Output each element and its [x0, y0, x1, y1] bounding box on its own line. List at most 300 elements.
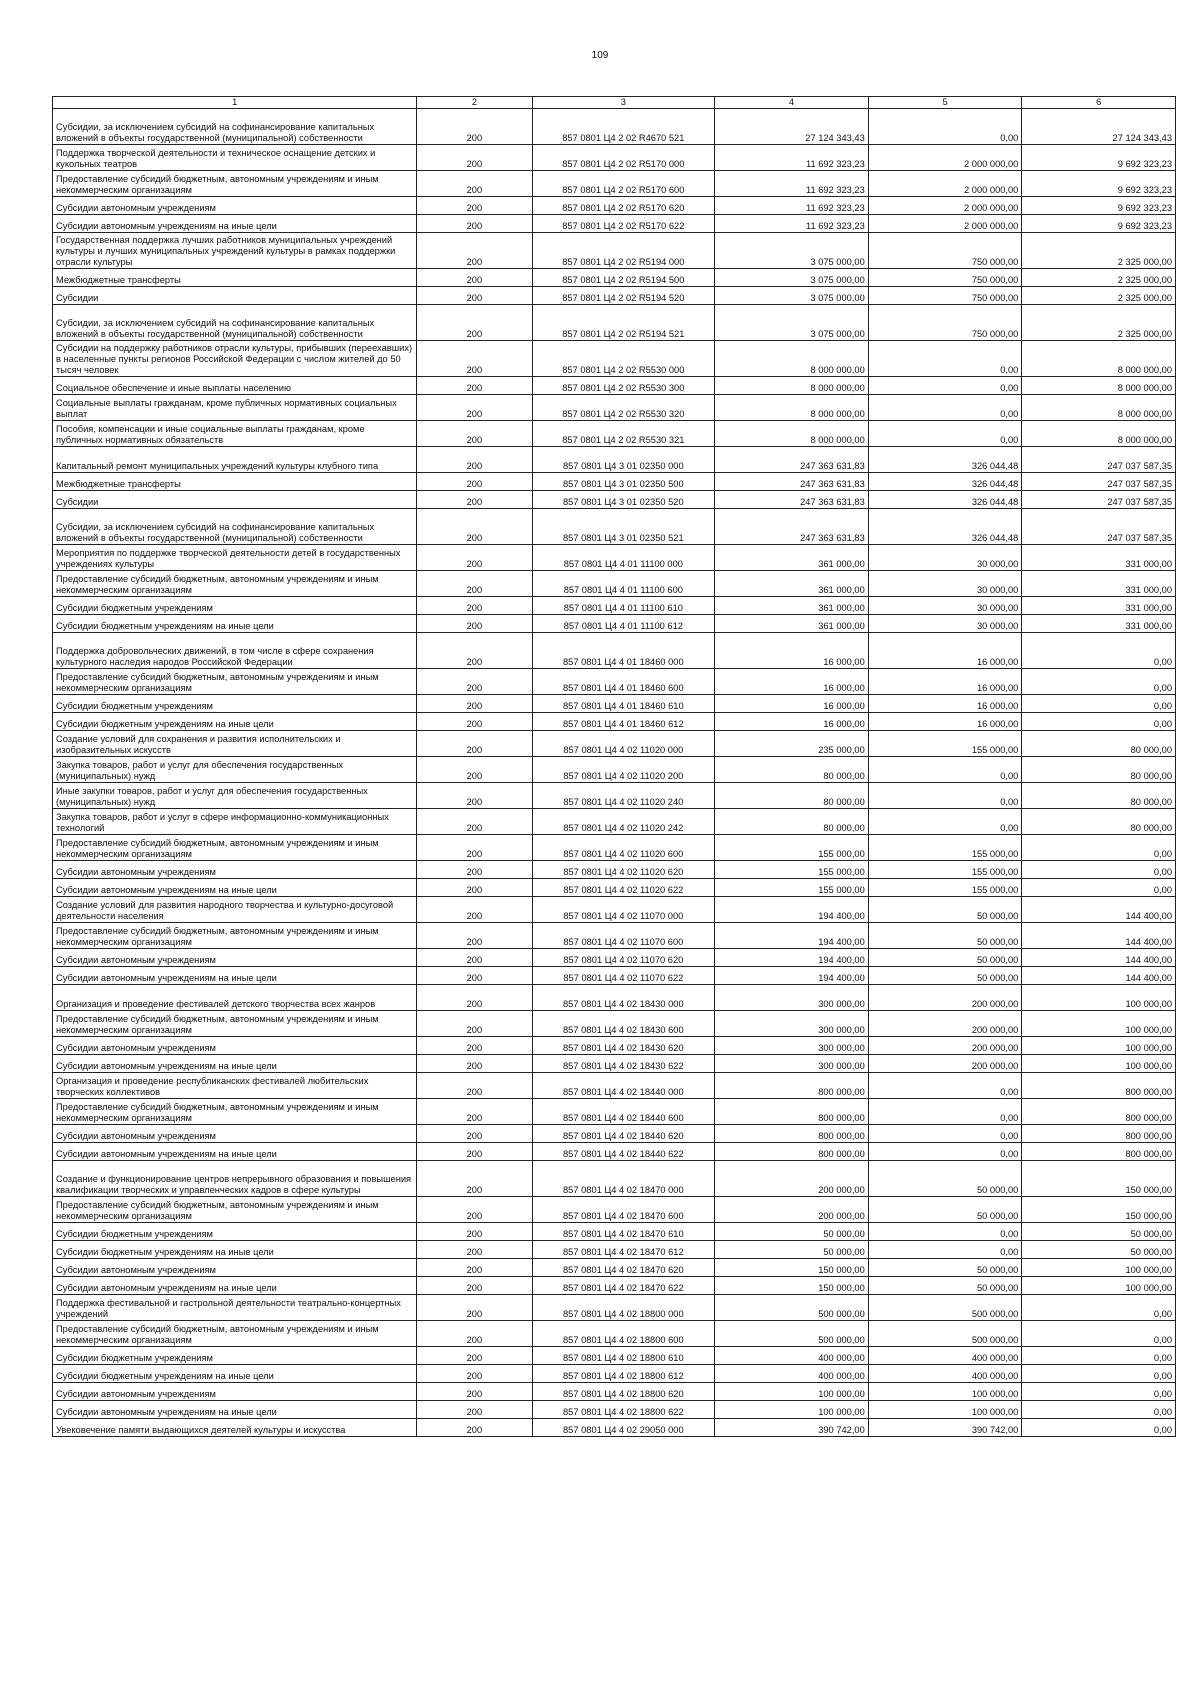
table-row	[53, 341, 1176, 377]
table-row	[53, 545, 1176, 571]
row-code: 200	[417, 545, 532, 571]
row-plan-amount: 400 000,00	[715, 1347, 869, 1365]
table-row	[53, 215, 1176, 233]
table-row	[53, 879, 1176, 897]
row-result-amount: 8 000 000,00	[1022, 421, 1176, 447]
table-row	[53, 269, 1176, 287]
row-change-amount: 326 044,48	[868, 473, 1022, 491]
row-result-amount: 8 000 000,00	[1022, 395, 1176, 421]
row-name: Предоставление субсидий бюджетным, автономным учреждениям и иным некоммерческим организациям	[53, 669, 417, 695]
row-change-amount: 500 000,00	[868, 1295, 1022, 1321]
row-name: Иные закупки товаров, работ и услуг для обеспечения государственных (муниципальных) нужд	[53, 783, 417, 809]
row-plan-amount: 300 000,00	[715, 1055, 869, 1073]
row-result-amount: 0,00	[1022, 1295, 1176, 1321]
row-result-amount: 247 037 587,35	[1022, 509, 1176, 545]
table-row	[53, 713, 1176, 731]
row-result-amount: 144 400,00	[1022, 923, 1176, 949]
table-row	[53, 633, 1176, 669]
row-result-amount: 0,00	[1022, 1401, 1176, 1419]
row-change-amount: 200 000,00	[868, 1037, 1022, 1055]
row-code: 200	[417, 923, 532, 949]
row-code: 200	[417, 949, 532, 967]
row-name: Предоставление субсидий бюджетным, автономным учреждениям и иным некоммерческим организациям	[53, 923, 417, 949]
table-row	[53, 1125, 1176, 1143]
row-code: 200	[417, 597, 532, 615]
table-row	[53, 473, 1176, 491]
row-result-amount: 100 000,00	[1022, 1037, 1176, 1055]
row-code: 200	[417, 473, 532, 491]
table-row	[53, 377, 1176, 395]
row-plan-amount: 800 000,00	[715, 1125, 869, 1143]
row-result-amount: 0,00	[1022, 861, 1176, 879]
row-result-amount: 80 000,00	[1022, 809, 1176, 835]
row-plan-amount: 194 400,00	[715, 897, 869, 923]
row-code: 200	[417, 633, 532, 669]
row-code: 200	[417, 1161, 532, 1197]
row-name: Государственная поддержка лучших работников муниципальных учреждений культуры и лучших муниципальных учреждений культуры в рамках поддержки отрасли культуры	[53, 233, 417, 269]
row-result-amount: 0,00	[1022, 1419, 1176, 1437]
table-body	[53, 109, 1176, 1437]
row-result-amount: 100 000,00	[1022, 1011, 1176, 1037]
row-name: Предоставление субсидий бюджетным, автономным учреждениям и иным некоммерческим организациям	[53, 1321, 417, 1347]
row-change-amount: 326 044,48	[868, 447, 1022, 473]
row-result-amount: 2 325 000,00	[1022, 269, 1176, 287]
page-number: 109	[591, 50, 609, 61]
row-classification-code: 857 0801 Ц4 4 02 18430 000	[532, 985, 715, 1011]
row-classification-code: 857 0801 Ц4 4 02 11020 622	[532, 879, 715, 897]
row-change-amount: 155 000,00	[868, 835, 1022, 861]
row-plan-amount: 100 000,00	[715, 1383, 869, 1401]
table-row	[53, 171, 1176, 197]
table-row	[53, 571, 1176, 597]
row-name: Субсидии, за исключением субсидий на софинансирование капитальных вложений в объекты государственной (муниципальной) собственности	[53, 509, 417, 545]
row-result-amount: 2 325 000,00	[1022, 305, 1176, 341]
row-classification-code: 857 0801 Ц4 2 02 R5170 622	[532, 215, 715, 233]
row-change-amount: 2 000 000,00	[868, 197, 1022, 215]
row-change-amount: 0,00	[868, 809, 1022, 835]
row-change-amount: 30 000,00	[868, 545, 1022, 571]
row-classification-code: 857 0801 Ц4 4 02 18470 600	[532, 1197, 715, 1223]
row-name: Пособия, компенсации и иные социальные выплаты гражданам, кроме публичных нормативных обязательств	[53, 421, 417, 447]
row-plan-amount: 300 000,00	[715, 1011, 869, 1037]
row-name: Социальное обеспечение и иные выплаты населению	[53, 377, 417, 395]
row-result-amount: 247 037 587,35	[1022, 491, 1176, 509]
row-change-amount: 200 000,00	[868, 985, 1022, 1011]
row-code: 200	[417, 1419, 532, 1437]
row-classification-code: 857 0801 Ц4 2 02 R5530 000	[532, 341, 715, 377]
row-change-amount: 50 000,00	[868, 897, 1022, 923]
row-change-amount: 750 000,00	[868, 269, 1022, 287]
row-change-amount: 2 000 000,00	[868, 171, 1022, 197]
row-plan-amount: 3 075 000,00	[715, 287, 869, 305]
row-code: 200	[417, 287, 532, 305]
col-header-6: 6	[1022, 97, 1176, 109]
row-plan-amount: 50 000,00	[715, 1223, 869, 1241]
row-name: Мероприятия по поддержке творческой деятельности детей в государственных учреждениях культуры	[53, 545, 417, 571]
row-plan-amount: 500 000,00	[715, 1295, 869, 1321]
row-result-amount: 0,00	[1022, 1321, 1176, 1347]
row-plan-amount: 8 000 000,00	[715, 341, 869, 377]
row-change-amount: 155 000,00	[868, 731, 1022, 757]
row-plan-amount: 100 000,00	[715, 1401, 869, 1419]
row-classification-code: 857 0801 Ц4 2 02 R4670 521	[532, 109, 715, 145]
row-result-amount: 100 000,00	[1022, 1277, 1176, 1295]
row-result-amount: 100 000,00	[1022, 985, 1176, 1011]
row-plan-amount: 200 000,00	[715, 1161, 869, 1197]
row-name: Предоставление субсидий бюджетным, автономным учреждениям и иным некоммерческим организациям	[53, 1011, 417, 1037]
row-change-amount: 0,00	[868, 395, 1022, 421]
row-result-amount: 331 000,00	[1022, 597, 1176, 615]
table-row	[53, 287, 1176, 305]
table-row	[53, 615, 1176, 633]
table-row	[53, 1277, 1176, 1295]
row-result-amount: 100 000,00	[1022, 1259, 1176, 1277]
row-plan-amount: 400 000,00	[715, 1365, 869, 1383]
row-code: 200	[417, 395, 532, 421]
row-code: 200	[417, 215, 532, 233]
row-result-amount: 144 400,00	[1022, 897, 1176, 923]
row-result-amount: 0,00	[1022, 695, 1176, 713]
table-row	[53, 447, 1176, 473]
table-row	[53, 1143, 1176, 1161]
row-code: 200	[417, 731, 532, 757]
row-classification-code: 857 0801 Ц4 4 02 18440 620	[532, 1125, 715, 1143]
row-classification-code: 857 0801 Ц4 2 02 R5194 520	[532, 287, 715, 305]
row-plan-amount: 247 363 631,83	[715, 509, 869, 545]
row-classification-code: 857 0801 Ц4 2 02 R5530 321	[532, 421, 715, 447]
row-result-amount: 150 000,00	[1022, 1161, 1176, 1197]
row-plan-amount: 155 000,00	[715, 879, 869, 897]
row-code: 200	[417, 1125, 532, 1143]
row-name: Предоставление субсидий бюджетным, автономным учреждениям и иным некоммерческим организациям	[53, 171, 417, 197]
row-code: 200	[417, 1241, 532, 1259]
row-name: Субсидии автономным учреждениям на иные цели	[53, 1277, 417, 1295]
row-classification-code: 857 0801 Ц4 4 02 18470 622	[532, 1277, 715, 1295]
row-change-amount: 50 000,00	[868, 967, 1022, 985]
row-name: Создание условий для сохранения и развития исполнительских и изобразительных искусств	[53, 731, 417, 757]
row-result-amount: 80 000,00	[1022, 757, 1176, 783]
row-name: Субсидии автономным учреждениям на иные цели	[53, 1055, 417, 1073]
row-classification-code: 857 0801 Ц4 2 02 R5530 300	[532, 377, 715, 395]
row-code: 200	[417, 233, 532, 269]
row-name: Субсидии автономным учреждениям на иные цели	[53, 1143, 417, 1161]
row-classification-code: 857 0801 Ц4 4 01 18460 600	[532, 669, 715, 695]
row-name: Поддержка добровольческих движений, в том числе в сфере сохранения культурного наследия народов Российской Федерации	[53, 633, 417, 669]
row-name: Субсидии бюджетным учреждениям на иные цели	[53, 615, 417, 633]
row-plan-amount: 155 000,00	[715, 861, 869, 879]
row-plan-amount: 155 000,00	[715, 835, 869, 861]
row-change-amount: 200 000,00	[868, 1011, 1022, 1037]
col-header-1: 1	[53, 97, 417, 109]
row-name: Субсидии автономным учреждениям на иные цели	[53, 879, 417, 897]
row-result-amount: 0,00	[1022, 835, 1176, 861]
row-classification-code: 857 0801 Ц4 4 02 11020 240	[532, 783, 715, 809]
table-row	[53, 509, 1176, 545]
row-classification-code: 857 0801 Ц4 4 02 18470 610	[532, 1223, 715, 1241]
table-row	[53, 1055, 1176, 1073]
row-code: 200	[417, 1099, 532, 1125]
row-code: 200	[417, 1365, 532, 1383]
row-code: 200	[417, 757, 532, 783]
row-classification-code: 857 0801 Ц4 2 02 R5194 000	[532, 233, 715, 269]
row-change-amount: 0,00	[868, 1241, 1022, 1259]
row-code: 200	[417, 491, 532, 509]
row-classification-code: 857 0801 Ц4 3 01 02350 520	[532, 491, 715, 509]
row-classification-code: 857 0801 Ц4 4 01 11100 000	[532, 545, 715, 571]
row-classification-code: 857 0801 Ц4 2 02 R5194 500	[532, 269, 715, 287]
row-change-amount: 2 000 000,00	[868, 145, 1022, 171]
row-change-amount: 0,00	[868, 1223, 1022, 1241]
row-code: 200	[417, 783, 532, 809]
row-classification-code: 857 0801 Ц4 4 02 18470 000	[532, 1161, 715, 1197]
row-name: Субсидии автономным учреждениям на иные цели	[53, 1401, 417, 1419]
row-result-amount: 144 400,00	[1022, 949, 1176, 967]
row-classification-code: 857 0801 Ц4 4 02 18800 620	[532, 1383, 715, 1401]
row-plan-amount: 500 000,00	[715, 1321, 869, 1347]
row-code: 200	[417, 861, 532, 879]
row-code: 200	[417, 1383, 532, 1401]
row-change-amount: 50 000,00	[868, 949, 1022, 967]
row-change-amount: 0,00	[868, 783, 1022, 809]
row-code: 200	[417, 571, 532, 597]
row-result-amount: 0,00	[1022, 713, 1176, 731]
row-change-amount: 30 000,00	[868, 571, 1022, 597]
row-plan-amount: 11 692 323,23	[715, 171, 869, 197]
row-change-amount: 16 000,00	[868, 669, 1022, 695]
row-code: 200	[417, 377, 532, 395]
table-row	[53, 809, 1176, 835]
row-result-amount: 800 000,00	[1022, 1073, 1176, 1099]
row-name: Социальные выплаты гражданам, кроме публичных нормативных социальных выплат	[53, 395, 417, 421]
row-change-amount: 30 000,00	[868, 615, 1022, 633]
row-name: Субсидии автономным учреждениям на иные цели	[53, 967, 417, 985]
row-classification-code: 857 0801 Ц4 4 02 18800 000	[532, 1295, 715, 1321]
row-result-amount: 0,00	[1022, 1365, 1176, 1383]
row-classification-code: 857 0801 Ц4 4 02 18440 600	[532, 1099, 715, 1125]
row-change-amount: 50 000,00	[868, 1277, 1022, 1295]
row-name: Субсидии автономным учреждениям	[53, 949, 417, 967]
row-classification-code: 857 0801 Ц4 4 02 11070 622	[532, 967, 715, 985]
row-name: Субсидии	[53, 287, 417, 305]
row-classification-code: 857 0801 Ц4 4 02 18470 620	[532, 1259, 715, 1277]
row-change-amount: 16 000,00	[868, 633, 1022, 669]
row-change-amount: 400 000,00	[868, 1347, 1022, 1365]
row-result-amount: 2 325 000,00	[1022, 287, 1176, 305]
row-plan-amount: 50 000,00	[715, 1241, 869, 1259]
row-classification-code: 857 0801 Ц4 4 02 11070 600	[532, 923, 715, 949]
table-row	[53, 967, 1176, 985]
row-name: Субсидии автономным учреждениям	[53, 861, 417, 879]
table-row	[53, 923, 1176, 949]
row-code: 200	[417, 509, 532, 545]
row-classification-code: 857 0801 Ц4 4 01 18460 000	[532, 633, 715, 669]
row-result-amount: 331 000,00	[1022, 615, 1176, 633]
table-row	[53, 757, 1176, 783]
row-change-amount: 50 000,00	[868, 1197, 1022, 1223]
col-header-3: 3	[532, 97, 715, 109]
row-plan-amount: 80 000,00	[715, 783, 869, 809]
row-code: 200	[417, 967, 532, 985]
row-result-amount: 150 000,00	[1022, 1197, 1176, 1223]
row-change-amount: 0,00	[868, 341, 1022, 377]
row-change-amount: 0,00	[868, 1099, 1022, 1125]
row-result-amount: 247 037 587,35	[1022, 447, 1176, 473]
row-name: Межбюджетные трансферты	[53, 269, 417, 287]
row-result-amount: 9 692 323,23	[1022, 145, 1176, 171]
row-name: Предоставление субсидий бюджетным, автономным учреждениям и иным некоммерческим организациям	[53, 571, 417, 597]
row-name: Предоставление субсидий бюджетным, автономным учреждениям и иным некоммерческим организациям	[53, 1099, 417, 1125]
row-name: Субсидии бюджетным учреждениям	[53, 1223, 417, 1241]
row-name: Субсидии бюджетным учреждениям на иные цели	[53, 1365, 417, 1383]
row-change-amount: 390 742,00	[868, 1419, 1022, 1437]
row-code: 200	[417, 1277, 532, 1295]
row-name: Субсидии бюджетным учреждениям на иные цели	[53, 713, 417, 731]
row-classification-code: 857 0801 Ц4 2 02 R5530 320	[532, 395, 715, 421]
table-row	[53, 1037, 1176, 1055]
row-code: 200	[417, 1197, 532, 1223]
header-row	[53, 97, 1176, 109]
row-name: Субсидии автономным учреждениям на иные цели	[53, 215, 417, 233]
row-change-amount: 0,00	[868, 1125, 1022, 1143]
table-row	[53, 233, 1176, 269]
row-name: Закупка товаров, работ и услуг в сфере информационно-коммуникационных технологий	[53, 809, 417, 835]
row-classification-code: 857 0801 Ц4 2 02 R5194 521	[532, 305, 715, 341]
row-result-amount: 8 000 000,00	[1022, 341, 1176, 377]
row-classification-code: 857 0801 Ц4 4 01 11100 610	[532, 597, 715, 615]
table-row	[53, 1011, 1176, 1037]
row-change-amount: 750 000,00	[868, 287, 1022, 305]
row-classification-code: 857 0801 Ц4 4 02 18470 612	[532, 1241, 715, 1259]
row-change-amount: 100 000,00	[868, 1383, 1022, 1401]
row-plan-amount: 194 400,00	[715, 967, 869, 985]
table-row	[53, 395, 1176, 421]
row-result-amount: 8 000 000,00	[1022, 377, 1176, 395]
row-code: 200	[417, 171, 532, 197]
row-result-amount: 247 037 587,35	[1022, 473, 1176, 491]
row-name: Субсидии	[53, 491, 417, 509]
row-code: 200	[417, 1401, 532, 1419]
row-change-amount: 0,00	[868, 1143, 1022, 1161]
row-code: 200	[417, 145, 532, 171]
row-code: 200	[417, 1259, 532, 1277]
row-name: Субсидии бюджетным учреждениям	[53, 1347, 417, 1365]
row-code: 200	[417, 1011, 532, 1037]
row-result-amount: 144 400,00	[1022, 967, 1176, 985]
row-classification-code: 857 0801 Ц4 3 01 02350 500	[532, 473, 715, 491]
table-row	[53, 949, 1176, 967]
row-plan-amount: 200 000,00	[715, 1197, 869, 1223]
row-plan-amount: 361 000,00	[715, 597, 869, 615]
row-result-amount: 50 000,00	[1022, 1223, 1176, 1241]
row-result-amount: 80 000,00	[1022, 783, 1176, 809]
row-plan-amount: 800 000,00	[715, 1143, 869, 1161]
row-name: Субсидии бюджетным учреждениям	[53, 695, 417, 713]
row-code: 200	[417, 305, 532, 341]
row-plan-amount: 247 363 631,83	[715, 473, 869, 491]
table-row	[53, 835, 1176, 861]
row-plan-amount: 150 000,00	[715, 1277, 869, 1295]
table-row	[53, 1073, 1176, 1099]
row-change-amount: 0,00	[868, 1073, 1022, 1099]
row-result-amount: 100 000,00	[1022, 1055, 1176, 1073]
row-result-amount: 2 325 000,00	[1022, 233, 1176, 269]
row-classification-code: 857 0801 Ц4 4 02 18800 610	[532, 1347, 715, 1365]
row-plan-amount: 8 000 000,00	[715, 421, 869, 447]
table-row	[53, 897, 1176, 923]
row-change-amount: 155 000,00	[868, 879, 1022, 897]
row-result-amount: 50 000,00	[1022, 1241, 1176, 1259]
row-plan-amount: 194 400,00	[715, 949, 869, 967]
table-row	[53, 145, 1176, 171]
row-classification-code: 857 0801 Ц4 4 02 11020 620	[532, 861, 715, 879]
row-classification-code: 857 0801 Ц4 4 02 18430 620	[532, 1037, 715, 1055]
row-result-amount: 0,00	[1022, 1347, 1176, 1365]
row-classification-code: 857 0801 Ц4 2 02 R5170 000	[532, 145, 715, 171]
row-code: 200	[417, 809, 532, 835]
row-classification-code: 857 0801 Ц4 3 01 02350 521	[532, 509, 715, 545]
row-name: Субсидии бюджетным учреждениям	[53, 597, 417, 615]
row-name: Закупка товаров, работ и услуг для обеспечения государственных (муниципальных) нужд	[53, 757, 417, 783]
row-result-amount: 800 000,00	[1022, 1125, 1176, 1143]
row-plan-amount: 235 000,00	[715, 731, 869, 757]
row-change-amount: 200 000,00	[868, 1055, 1022, 1073]
row-change-amount: 2 000 000,00	[868, 215, 1022, 233]
row-code: 200	[417, 1073, 532, 1099]
row-classification-code: 857 0801 Ц4 4 02 11020 600	[532, 835, 715, 861]
col-header-5: 5	[868, 97, 1022, 109]
row-name: Увековечение памяти выдающихся деятелей культуры и искусства	[53, 1419, 417, 1437]
row-change-amount: 0,00	[868, 421, 1022, 447]
row-plan-amount: 80 000,00	[715, 809, 869, 835]
row-name: Создание условий для развития народного творчества и культурно-досуговой деятельности населения	[53, 897, 417, 923]
row-code: 200	[417, 615, 532, 633]
row-name: Организация и проведение республиканских фестивалей любительских творческих коллективов	[53, 1073, 417, 1099]
row-code: 200	[417, 1321, 532, 1347]
table-row	[53, 197, 1176, 215]
table-row	[53, 985, 1176, 1011]
row-classification-code: 857 0801 Ц4 4 02 18800 600	[532, 1321, 715, 1347]
row-result-amount: 9 692 323,23	[1022, 171, 1176, 197]
row-plan-amount: 8 000 000,00	[715, 395, 869, 421]
row-code: 200	[417, 1143, 532, 1161]
row-plan-amount: 27 124 343,43	[715, 109, 869, 145]
row-code: 200	[417, 695, 532, 713]
row-name: Капитальный ремонт муниципальных учреждений культуры клубного типа	[53, 447, 417, 473]
row-classification-code: 857 0801 Ц4 4 01 18460 610	[532, 695, 715, 713]
row-plan-amount: 361 000,00	[715, 571, 869, 597]
row-classification-code: 857 0801 Ц4 4 02 18430 622	[532, 1055, 715, 1073]
row-change-amount: 400 000,00	[868, 1365, 1022, 1383]
row-plan-amount: 300 000,00	[715, 1037, 869, 1055]
row-code: 200	[417, 447, 532, 473]
row-result-amount: 9 692 323,23	[1022, 197, 1176, 215]
table-row	[53, 1223, 1176, 1241]
table-row	[53, 1241, 1176, 1259]
row-classification-code: 857 0801 Ц4 2 02 R5170 600	[532, 171, 715, 197]
row-code: 200	[417, 835, 532, 861]
row-name: Межбюджетные трансферты	[53, 473, 417, 491]
row-name: Предоставление субсидий бюджетным, автономным учреждениям и иным некоммерческим организациям	[53, 1197, 417, 1223]
row-classification-code: 857 0801 Ц4 2 02 R5170 620	[532, 197, 715, 215]
row-plan-amount: 16 000,00	[715, 695, 869, 713]
row-change-amount: 16 000,00	[868, 695, 1022, 713]
table-row	[53, 1383, 1176, 1401]
row-plan-amount: 300 000,00	[715, 985, 869, 1011]
row-result-amount: 0,00	[1022, 1383, 1176, 1401]
table-row	[53, 305, 1176, 341]
table-row	[53, 1295, 1176, 1321]
table-row	[53, 731, 1176, 757]
